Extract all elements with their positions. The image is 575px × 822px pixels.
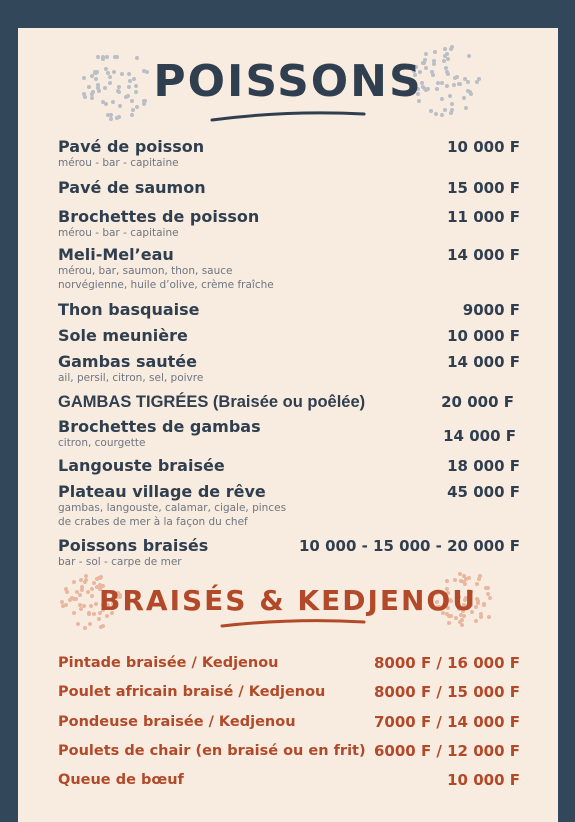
decorative-dot <box>449 111 453 115</box>
item-name: Gambas sautée <box>58 352 198 371</box>
item-name: Pondeuse braisée / Kedjenou <box>58 714 296 730</box>
item-price: 7000 F / 14 000 F <box>373 713 520 731</box>
menu-item <box>58 393 520 411</box>
item-name: Sole meunière <box>58 326 188 345</box>
decorative-dot <box>462 574 466 578</box>
item-description: ail, persil, citron, sel, poivre <box>58 372 204 384</box>
decorative-dot <box>445 579 449 583</box>
menu-item <box>58 771 520 789</box>
title-underline <box>208 108 368 124</box>
item-price: 9000 F <box>462 301 520 319</box>
item-price: 10 000 F <box>447 327 520 345</box>
decorative-dot <box>97 617 101 621</box>
decorative-dot <box>117 115 121 119</box>
item-name: Pintade braisée / Kedjenou <box>58 655 279 671</box>
item-price: 10 000 - 15 000 - 20 000 F <box>298 537 520 555</box>
item-description-line2: norvégienne, huile d’olive, crème fraîche <box>58 279 274 291</box>
menu-item <box>58 457 520 475</box>
item-price: 6000 F / 12 000 F <box>373 742 520 760</box>
menu-item <box>58 483 520 529</box>
decorative-dot <box>433 50 437 54</box>
menu-item <box>58 208 520 240</box>
menu-item <box>58 713 520 731</box>
decorative-dot <box>467 576 471 580</box>
decorative-dot <box>447 621 451 625</box>
item-price: 14 000 F <box>447 246 520 264</box>
decorative-dot <box>109 117 113 121</box>
item-price: 18 000 F <box>447 457 520 475</box>
menu-page <box>18 28 558 822</box>
decorative-dot <box>458 572 462 576</box>
decorative-dot <box>84 578 88 582</box>
decorative-dot <box>443 47 447 51</box>
decorative-dot <box>450 45 454 49</box>
menu-item <box>58 683 520 701</box>
decorative-dot <box>83 626 87 630</box>
decorative-dot <box>460 618 464 622</box>
decorative-dot <box>99 625 103 629</box>
item-name: GAMBAS TIGRÉES (Braisée ou poêlée) <box>58 393 366 411</box>
item-price: 14 000 F <box>447 353 520 371</box>
decorative-dot <box>130 113 134 117</box>
decorative-dot <box>88 622 92 626</box>
item-price: 11 000 F <box>447 208 520 226</box>
item-price: 45 000 F <box>447 483 520 501</box>
item-name: Meli-Mel’eau <box>58 245 174 264</box>
menu-item <box>58 654 520 672</box>
decorative-dot <box>84 574 88 578</box>
item-description: citron, courgette <box>58 437 146 449</box>
item-price: 10 000 F <box>447 771 520 789</box>
decorative-dot <box>434 112 438 116</box>
decorative-dot <box>453 578 457 582</box>
menu-item <box>58 537 520 569</box>
menu-item <box>58 418 520 450</box>
item-price: 10 000 F <box>447 138 520 156</box>
title-underline-2 <box>218 616 368 630</box>
item-name: Thon basquaise <box>58 300 200 319</box>
item-description: bar - sol - carpe de mer <box>58 556 182 568</box>
item-name: Brochettes de gambas <box>58 417 261 436</box>
item-price: 8000 F / 15 000 F <box>373 683 520 701</box>
menu-item <box>58 327 520 345</box>
item-price: 20 000 F <box>441 393 514 411</box>
item-name: Pavé de saumon <box>58 178 206 197</box>
menu-item <box>58 179 520 197</box>
decorative-dot <box>440 113 444 117</box>
item-name: Poulet africain braisé / Kedjenou <box>58 684 326 700</box>
decorative-dot <box>477 577 481 581</box>
item-name: Poissons braisés <box>58 536 209 555</box>
decorative-dot <box>76 622 80 626</box>
item-description: gambas, langouste, calamar, cigale, pinces <box>58 502 287 514</box>
decorative-dot <box>460 623 464 627</box>
item-price: 14 000 F <box>443 427 516 445</box>
decorative-dot <box>95 577 99 581</box>
item-price: 15 000 F <box>447 179 520 197</box>
item-description-line2: de crabes de mer à la façon du chef <box>58 516 248 528</box>
item-name: Queue de bœuf <box>58 772 184 788</box>
menu-item <box>58 246 520 292</box>
section-title-poissons: POISSONS <box>153 56 423 107</box>
item-name: Pavé de poisson <box>58 137 205 156</box>
decorative-dot <box>429 109 433 113</box>
menu-item <box>58 742 520 760</box>
item-description: mérou, bar, saumon, thon, sauce <box>58 265 233 277</box>
item-description: mérou - bar - capitaine <box>58 227 179 239</box>
decorative-dot <box>131 108 135 112</box>
menu-item <box>58 138 520 170</box>
item-description: mérou - bar - capitaine <box>58 157 179 169</box>
decorative-dot <box>72 580 76 584</box>
item-price: 8000 F / 16 000 F <box>373 654 520 672</box>
item-name: Plateau village de rêve <box>58 482 266 501</box>
item-name: Brochettes de poisson <box>58 207 260 226</box>
decorative-dot <box>99 575 103 579</box>
decorative-dot <box>474 619 478 623</box>
menu-item <box>58 353 520 385</box>
section-title-braises: BRAISÉS & KEDJENOU <box>99 584 477 617</box>
decorative-dot <box>79 578 83 582</box>
item-name: Poulets de chair (en braisé ou en frit) <box>58 743 366 759</box>
item-name: Langouste braisée <box>58 456 225 475</box>
decorative-dot <box>443 108 447 112</box>
menu-item <box>58 301 520 319</box>
